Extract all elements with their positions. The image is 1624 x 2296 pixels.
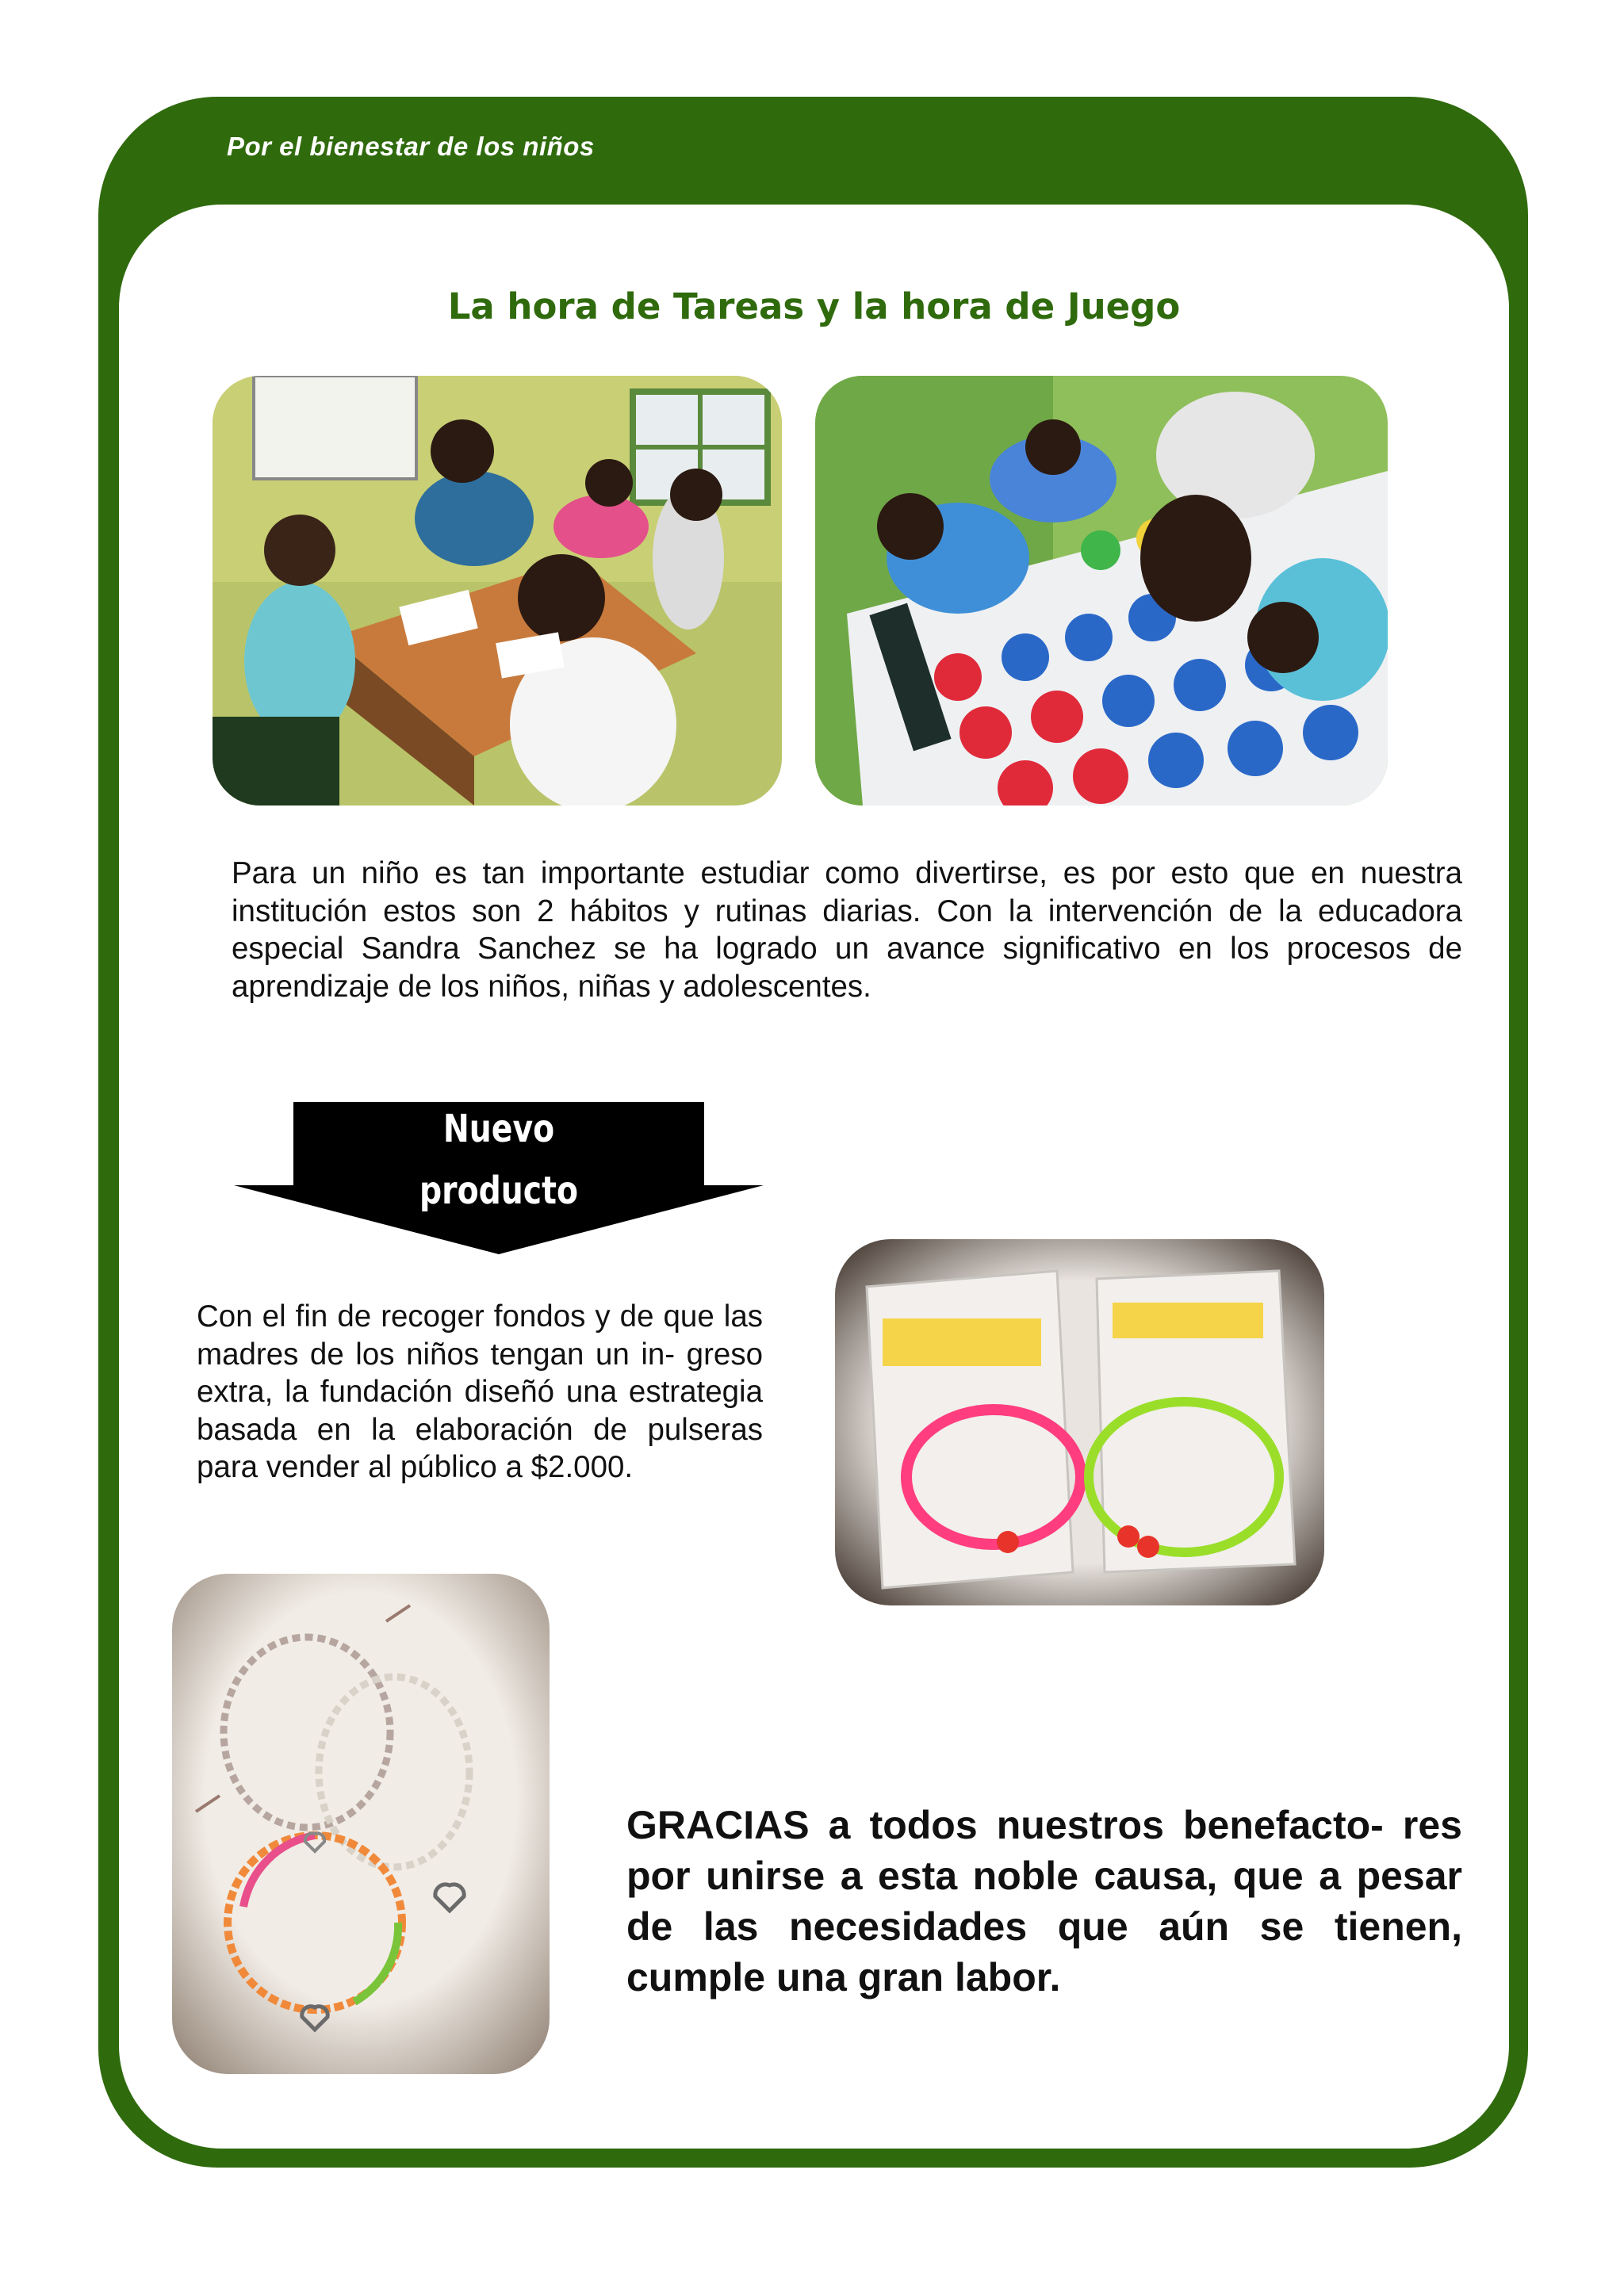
photo-bracelets-hearts [172, 1574, 550, 2074]
photo-bracelets-hearts-icon [172, 1574, 550, 2074]
photo-twister-game [815, 376, 1388, 806]
callout-line-2: producto [419, 1169, 579, 1213]
thanks-paragraph: GRACIAS a todos nuestros benefacto- res por unirse a esta noble causa, que a pesar de las necesidades que aún se tienen, cumple una gran labor. [626, 1803, 1462, 1999]
callout-line-1: Nuevo [442, 1107, 555, 1151]
section-title: La hora de Tareas y la hora de Juego [447, 285, 1181, 327]
photo-homework [213, 376, 782, 806]
photo-homework-icon [213, 376, 782, 806]
new-product-callout [234, 1102, 764, 1254]
intro-paragraph: Para un niño es tan importante estudiar como divertirse, es por esto que en nuestra institución estos son 2 hábitos y rutinas diarias. Con la intervención de la educadora especial Sandra Sanchez se ha logrado un avance significativo en los procesos de aprendizaje de los niños, niñas y adolescentes. [232, 856, 1462, 1004]
header-title: Por el bienestar de los niños [227, 132, 595, 161]
photo-bracelets-packaged [835, 1239, 1324, 1605]
photo-bracelets-packaged-icon [835, 1239, 1324, 1605]
product-paragraph: Con el fin de recoger fondos y de que las madres de los niños tengan un in- greso extra, la fundación diseñó una estrategia basada en la elaboración de pulseras para vender al público a $2.000. [197, 1299, 763, 1484]
photo-twister-game-icon [815, 376, 1388, 806]
